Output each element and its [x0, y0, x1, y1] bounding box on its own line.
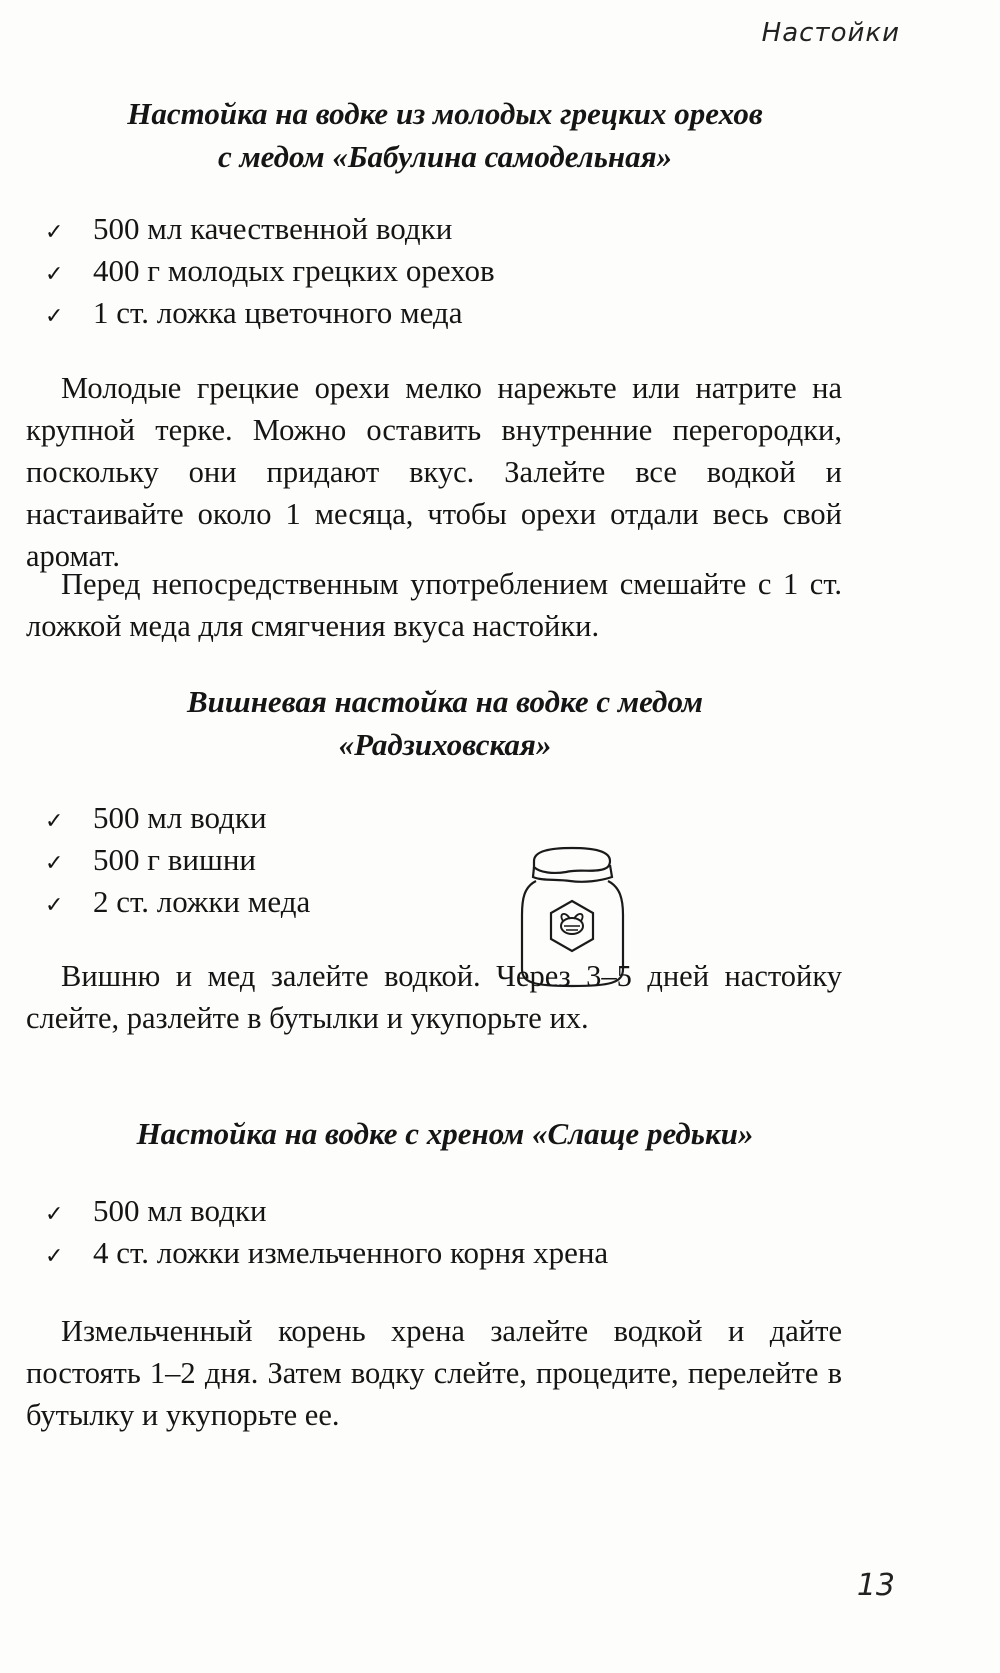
recipe-title-line: «Радзиховская»	[338, 727, 552, 762]
recipe-paragraph: Перед непосредственным употреблением смешайте с 1 ст. ложкой меда для смягчения вкуса настойки.	[26, 567, 842, 643]
ingredient-text: 2 ст. ложки меда	[93, 884, 311, 919]
recipe-paragraph: Измельченный корень хрена залейте водкой и дайте постоять 1–2 дня. Затем водку слейте, процедите, перелейте в бутылку и укупорьте ее.	[26, 1314, 842, 1432]
recipe-title	[60, 92, 830, 178]
ingredient-text: 4 ст. ложки измельченного корня хрена	[93, 1235, 609, 1270]
ingredient-text: 400 г молодых грецких орехов	[93, 253, 495, 288]
recipe-title	[60, 680, 830, 766]
ingredient-list	[45, 797, 310, 923]
check-icon: ✓	[45, 851, 64, 876]
check-icon: ✓	[45, 220, 64, 245]
recipe-title-line: Настойка на водке из молодых грецких орехов	[127, 96, 763, 131]
ingredient-item	[45, 797, 310, 839]
check-icon: ✓	[45, 262, 64, 287]
recipe-title-line: с медом «Бабулина самодельная»	[217, 139, 673, 174]
recipe-title	[60, 1112, 830, 1155]
recipe-paragraph: Вишню и мед залейте водкой. Через 3–5 дней настойку слейте, разлейте в бутылки и укупорьте их.	[26, 959, 842, 1035]
check-icon: ✓	[45, 1202, 64, 1227]
ingredient-item	[45, 1190, 608, 1232]
ingredient-item	[45, 292, 495, 334]
check-icon: ✓	[45, 304, 64, 329]
ingredient-list	[45, 1190, 608, 1274]
ingredient-item	[45, 250, 495, 292]
ingredient-list	[45, 208, 495, 334]
ingredient-text: 1 ст. ложка цветочного меда	[93, 295, 463, 330]
ingredient-text: 500 мл водки	[93, 800, 267, 835]
check-icon: ✓	[45, 893, 64, 918]
ingredient-item	[45, 839, 310, 881]
ingredient-item	[45, 208, 495, 250]
ingredient-item	[45, 1232, 608, 1274]
running-head: Настойки	[761, 18, 900, 48]
page-number: 13	[856, 1568, 895, 1603]
check-icon: ✓	[45, 809, 64, 834]
ingredient-text: 500 мл водки	[93, 1193, 267, 1228]
check-icon: ✓	[45, 1244, 64, 1269]
ingredient-item	[45, 881, 310, 923]
recipe-title-line: Настойка на водке с хреном «Слаще редьки»	[136, 1116, 754, 1151]
recipe-paragraph: Молодые грецкие орехи мелко нарежьте или натрите на крупной терке. Можно оставить внутренние перегородки, поскольку они придают вкус. Залейте все водкой и настаивайте около 1 месяца, чтобы орехи отдали весь свой аромат.	[26, 371, 842, 573]
ingredient-text: 500 г вишни	[93, 842, 256, 877]
recipe-title-line: Вишневая настойка на водке с медом	[186, 684, 703, 719]
ingredient-text: 500 мл качественной водки	[93, 211, 453, 246]
